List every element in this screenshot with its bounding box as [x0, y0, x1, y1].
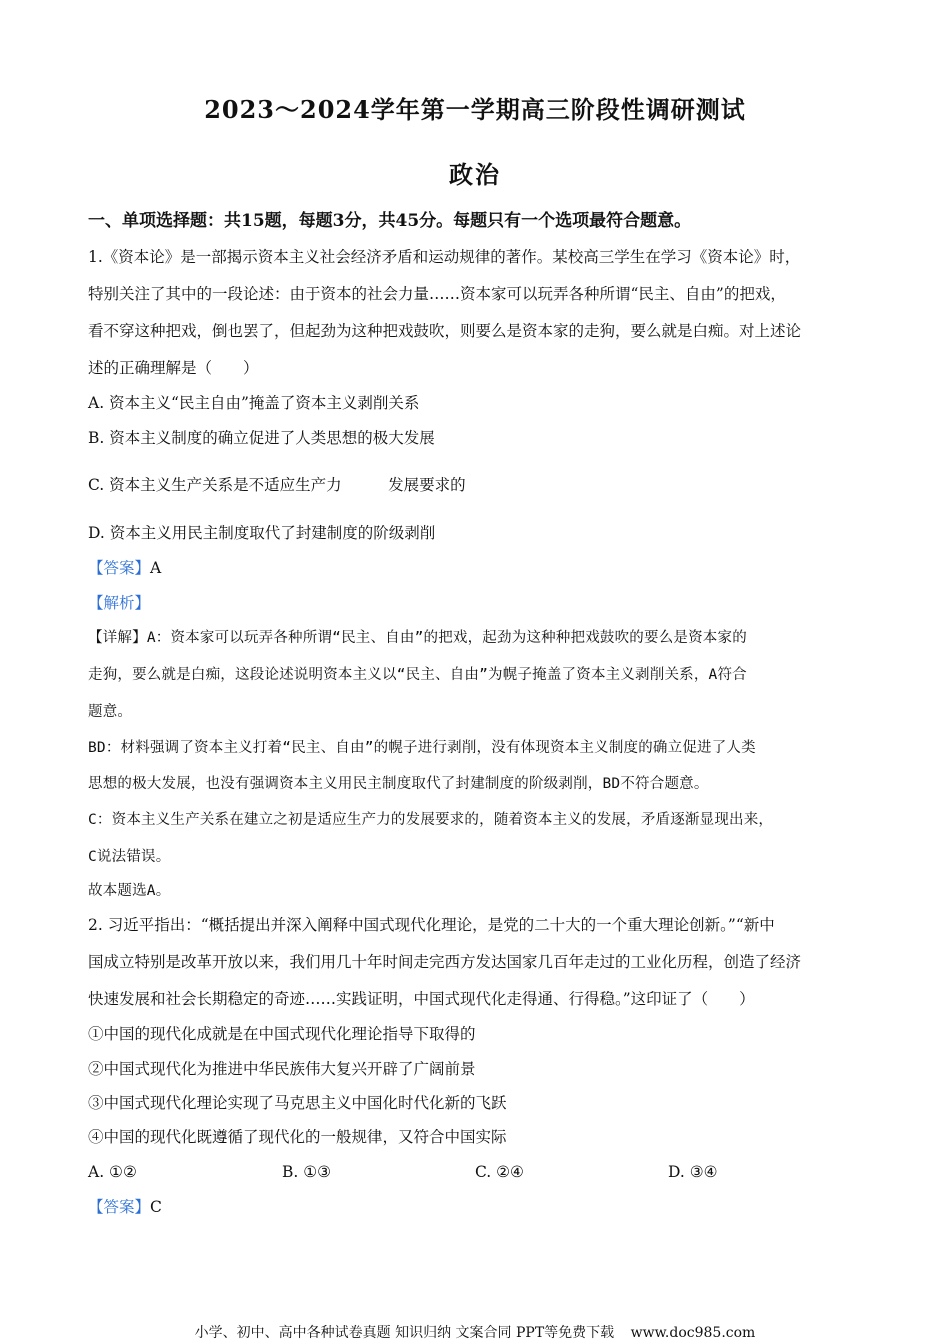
q1-answer	[88, 558, 863, 578]
q2-stem-line: 2. 习近平指出：“概括提出并深入阐释中国式现代化理论，是党的二十大的一个重大理论创新。”“新中	[88, 916, 775, 934]
exam-title: 2023～2024学年第一学期高三阶段性调研测试	[204, 95, 746, 124]
q2-choice-b: B. ①③	[282, 1163, 332, 1181]
q2-stem-line: 快速发展和社会长期稳定的奇迹……实践证明，中国式现代化走得通、行得稳。”这印证了（ ）	[88, 990, 755, 1008]
q2-choice-c: C. ②④	[475, 1163, 524, 1181]
q2-choice-a: A. ①②	[88, 1163, 137, 1181]
q2-stem-line: 国成立特别是改革开放以来，我们用几十年时间走完西方发达国家几百年走过的工业化历程，创造了经济	[88, 953, 802, 971]
detail-tag: 【详解】	[88, 630, 147, 646]
footer-text: 小学、初中、高中各种试卷真题 知识归纳 文案合同 PPT等免费下载	[194, 1325, 615, 1341]
q1-option-c: C. 资本主义生产关系是不适应生产力 发展要求的	[88, 476, 466, 494]
footer-site-link[interactable]: www.doc985.com	[630, 1325, 756, 1341]
q1-explanation-line: BD：材料强调了资本主义打着“民主、自由”的幌子进行剥削，没有体现资本主义制度的确立促进了人类	[88, 740, 756, 756]
section-heading: 一、单项选择题：共15题，每题3分，共45分。每题只有一个选项最符合题意。	[88, 211, 692, 231]
q2-statement: ④中国的现代化既遵循了现代化的一般规律，又符合中国实际	[88, 1128, 507, 1146]
q1-explanation-line: 走狗，要么就是白痴，这段论述说明资本主义以“民主、自由”为幌子掩盖了资本主义剥削关系，A符合	[88, 667, 747, 683]
q1-option-b: B. 资本主义制度的确立促进了人类思想的极大发展	[88, 429, 435, 447]
q1-stem-line: 特别关注了其中的一段论述：由于资本的社会力量……资本家可以玩弄各种所谓“民主、自由”的把戏，	[88, 285, 786, 303]
q1-explanation-line: 故本题选A。	[88, 883, 171, 899]
q1-explanation-line: 思想的极大发展，也没有强调资本主义用民主制度取代了封建制度的阶级剥削，BD不符合题意。	[88, 776, 709, 792]
subject-title: 政治	[449, 160, 501, 189]
q2-statement: ①中国的现代化成就是在中国式现代化理论指导下取得的	[88, 1025, 476, 1043]
q2-statement: ③中国式现代化理论实现了马克思主义中国化时代化新的飞跃	[88, 1094, 507, 1112]
q1-stem-line: 看不穿这种把戏，倒也罢了，但起劲为这种把戏鼓吹，则要么是资本家的走狗，要么就是白痴。对上述论	[88, 322, 802, 340]
q1-explanation-line: C说法错误。	[88, 849, 171, 865]
answer-tag: 【答案】	[88, 1198, 151, 1216]
q2-answer	[88, 1197, 863, 1217]
q1-stem-line: 1.《资本论》是一部揭示资本主义社会经济矛盾和运动规律的著作。某校高三学生在学习《资本论》时，	[88, 248, 801, 266]
q1-stem-line: 述的正确理解是（ ）	[88, 359, 259, 377]
page-footer	[0, 1324, 950, 1342]
q1-detail-line	[88, 628, 863, 648]
q1-explanation-line: C：资本主义生产关系在建立之初是适应生产力的发展要求的，随着资本主义的发展，矛盾逐渐显现出来，	[88, 812, 774, 828]
answer-tag: 【答案】	[88, 559, 151, 577]
analysis-tag: 【解析】	[88, 594, 151, 612]
q2-choice-d: D. ③④	[668, 1163, 718, 1181]
q1-explanation-line: 题意。	[88, 704, 133, 720]
answer-value: C	[150, 1198, 162, 1216]
answer-value: A	[150, 559, 162, 577]
q1-analysis-tag	[88, 593, 863, 613]
explanation-text: A：资本家可以玩弄各种所谓“民主、自由”的把戏，起劲为这种种把戏鼓吹的要么是资本家的	[146, 630, 747, 646]
q2-statement: ②中国式现代化为推进中华民族伟大复兴开辟了广阔前景	[88, 1060, 476, 1078]
q1-option-a: A. 资本主义“民主自由”掩盖了资本主义剥削关系	[88, 394, 420, 412]
q1-option-d: D. 资本主义用民主制度取代了封建制度的阶级剥削	[88, 524, 436, 542]
